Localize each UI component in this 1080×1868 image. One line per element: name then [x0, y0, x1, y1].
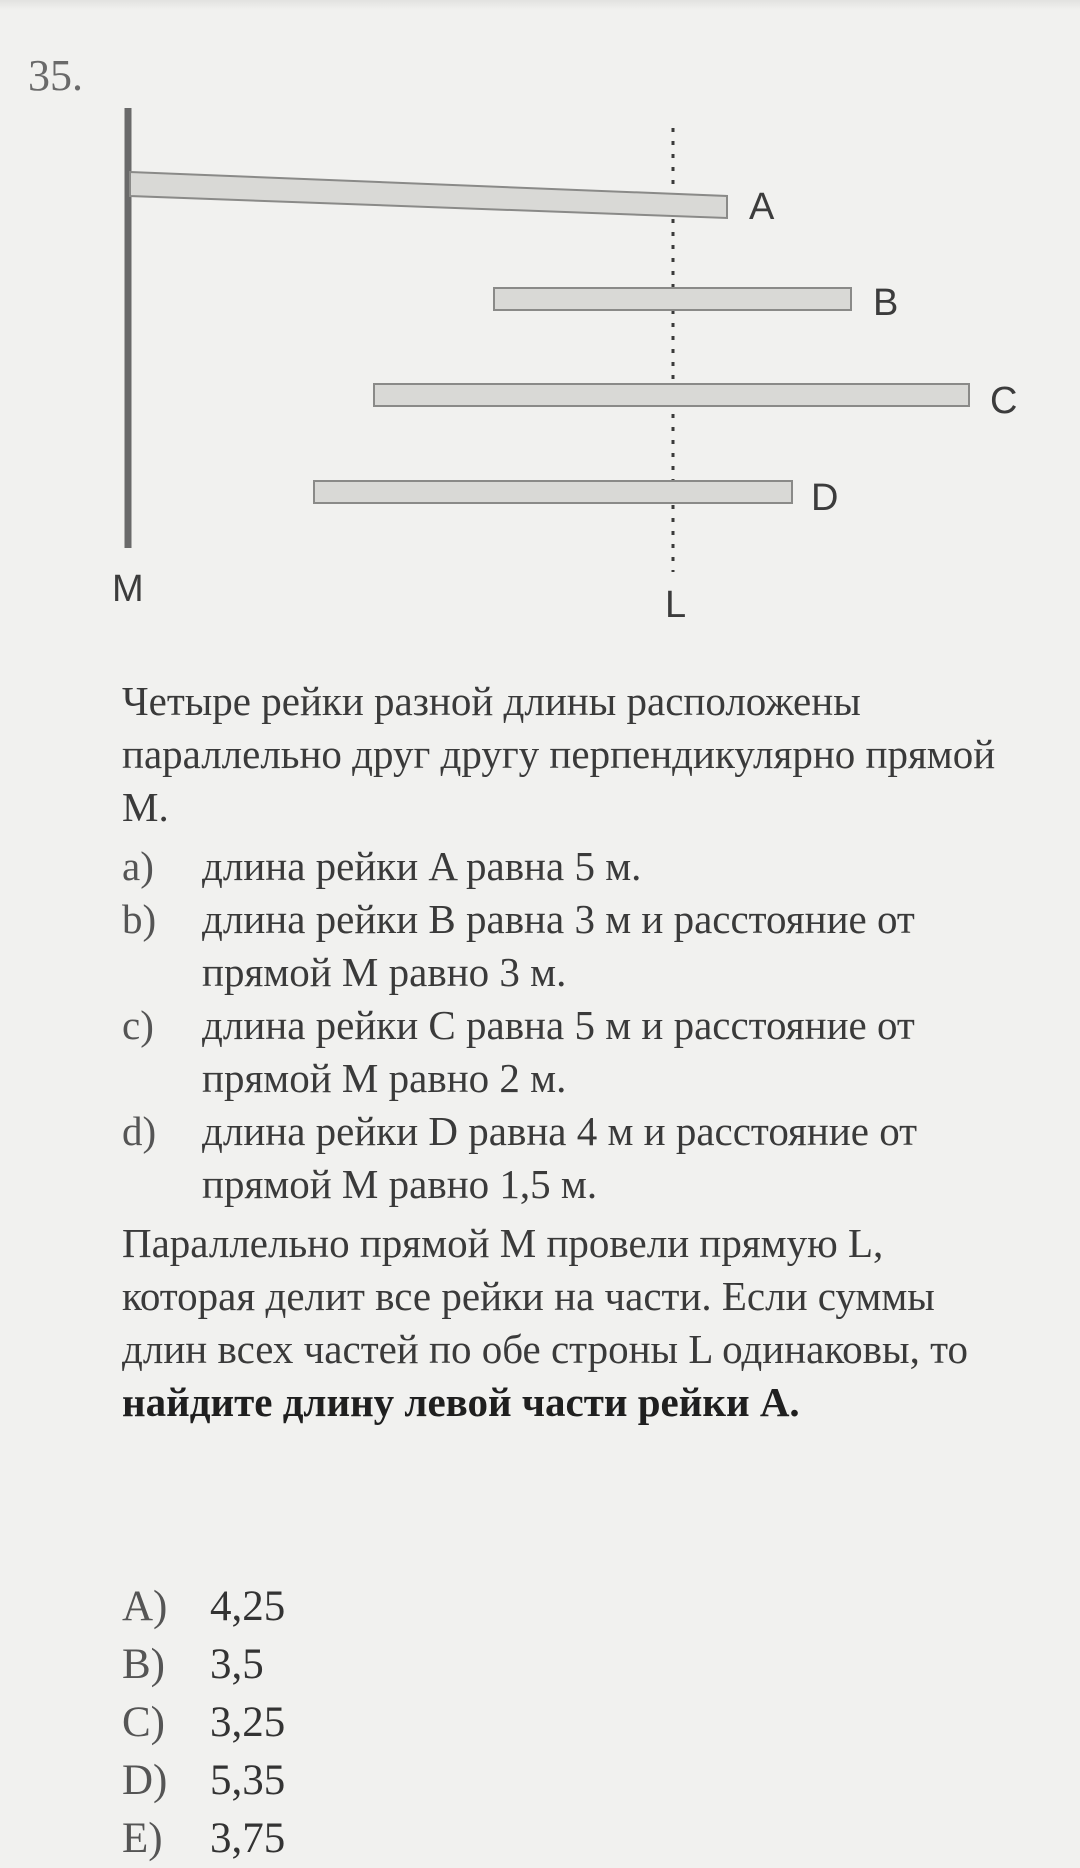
given-item [122, 840, 1022, 893]
item-marker: c) [122, 1002, 154, 1048]
given-list [122, 840, 1022, 1211]
answer-value: 4,25 [210, 1583, 286, 1630]
answer-value: 3,75 [210, 1815, 286, 1862]
rail-b [494, 288, 851, 310]
rail-c [374, 384, 969, 406]
question-bold-text: найдите длину левой части рейки A. [122, 1379, 800, 1425]
label-b: B [873, 282, 899, 324]
answer-option-c[interactable] [122, 1694, 285, 1752]
rails-diagram [0, 0, 1080, 640]
label-l: L [665, 584, 687, 626]
rail-a [130, 172, 727, 218]
label-m: M [112, 568, 144, 610]
label-d: D [811, 477, 839, 519]
answer-option-b[interactable] [122, 1636, 285, 1694]
item-text: длина рейки A равна 5 м. [202, 843, 642, 889]
problem-intro: Четыре рейки разной длины расположены параллельно друг другу перпендикулярно прямой M. [122, 678, 996, 830]
given-item [122, 1105, 1022, 1211]
label-c: C [990, 380, 1018, 422]
label-a: A [749, 186, 775, 228]
answer-option-a[interactable] [122, 1578, 285, 1636]
answer-letter: A) [122, 1583, 168, 1630]
rail-d [314, 481, 792, 503]
answer-letter: C) [122, 1699, 165, 1746]
answer-letter: D) [122, 1757, 168, 1804]
answer-option-d[interactable] [122, 1752, 285, 1810]
problem-question [122, 1217, 1022, 1429]
answer-value: 5,35 [210, 1757, 286, 1804]
item-text: длина рейки C равна 5 м и расстояние от прямой M равно 2 м. [202, 1002, 915, 1101]
problem-text [122, 675, 1022, 1429]
answer-value: 3,5 [210, 1641, 264, 1688]
item-marker: a) [122, 843, 154, 889]
answer-option-e[interactable] [122, 1810, 285, 1868]
item-text: длина рейки D равна 4 м и расстояние от прямой M равно 1,5 м. [202, 1108, 918, 1207]
given-item [122, 999, 1022, 1105]
answer-letter: B) [122, 1641, 165, 1688]
question-number: 35. [28, 51, 83, 100]
answer-letter: E) [122, 1815, 163, 1862]
given-item [122, 893, 1022, 999]
item-marker: d) [122, 1108, 157, 1154]
answer-value: 3,25 [210, 1699, 286, 1746]
item-text: длина рейки B равна 3 м и расстояние от прямой M равно 3 м. [202, 896, 915, 995]
question-text: Параллельно прямой M провели прямую L, которая делит все рейки на части. Если суммы длин всех частей по обе строны L одинаковы, то [122, 1220, 968, 1372]
item-marker: b) [122, 896, 157, 942]
answer-options [122, 1578, 285, 1868]
